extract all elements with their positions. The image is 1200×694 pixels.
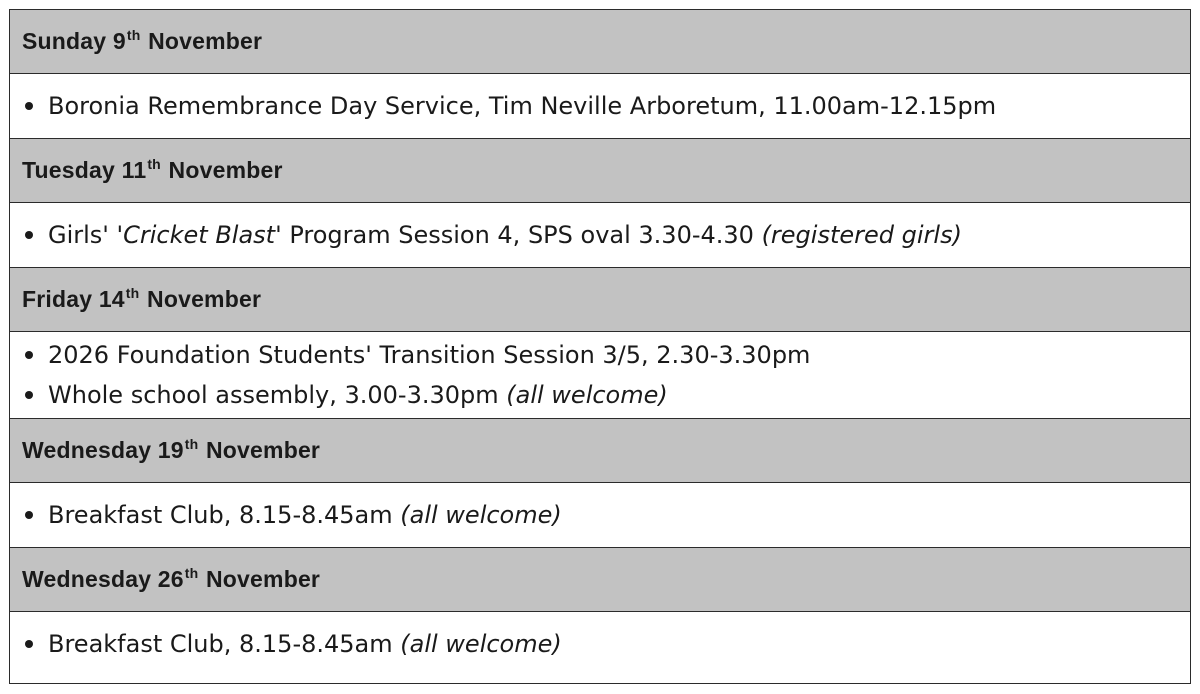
event-item: Breakfast Club, 8.15-8.45am (all welcome) [22, 624, 1178, 664]
day-events-row [10, 202, 1190, 267]
day-events-row [10, 482, 1190, 547]
day-heading: Tuesday 11th November [22, 156, 283, 183]
event-item: Whole school assembly, 3.00-3.30pm (all welcome) [22, 375, 1178, 415]
day-heading: Friday 14th November [22, 285, 262, 312]
ordinal-suffix: th [125, 285, 140, 301]
bullet-icon [25, 640, 33, 648]
bullet-icon [25, 511, 33, 519]
ordinal-suffix: th [147, 156, 161, 172]
ordinal-suffix: th [184, 565, 199, 581]
events-schedule-table [9, 9, 1191, 684]
day-events-row [10, 611, 1190, 676]
day-events-row [10, 331, 1190, 418]
event-note: (registered girls) [761, 221, 962, 249]
event-note: (all welcome) [506, 381, 668, 409]
day-header-row [10, 418, 1190, 482]
event-note: (all welcome) [400, 501, 562, 529]
bullet-icon [25, 102, 33, 110]
event-item: Girls' ' Cricket Blast ' Program Session 4, SPS oval 3.30-4.30 (registered girls) [22, 215, 1178, 255]
day-header-row [10, 267, 1190, 331]
bullet-icon [25, 391, 33, 399]
ordinal-suffix: th [126, 27, 141, 43]
event-item: 2026 Foundation Students' Transition Session 3/5, 2.30-3.30pm [22, 335, 1178, 375]
program-name: Cricket Blast [123, 221, 276, 249]
day-header-row [10, 547, 1190, 611]
event-item: Boronia Remembrance Day Service, Tim Neville Arboretum, 11.00am-12.15pm [22, 86, 1178, 126]
event-item: Breakfast Club, 8.15-8.45am (all welcome) [22, 495, 1178, 535]
day-heading: Wednesday 26th November [22, 565, 321, 592]
day-heading: Sunday 9th November [22, 27, 263, 54]
day-header-row [10, 10, 1190, 73]
day-header-row [10, 138, 1190, 202]
bullet-icon [25, 351, 33, 359]
day-heading: Wednesday 19th November [22, 436, 321, 463]
day-events-row [10, 73, 1190, 138]
ordinal-suffix: th [184, 436, 199, 452]
bullet-icon [25, 231, 33, 239]
event-note: (all welcome) [400, 630, 562, 658]
